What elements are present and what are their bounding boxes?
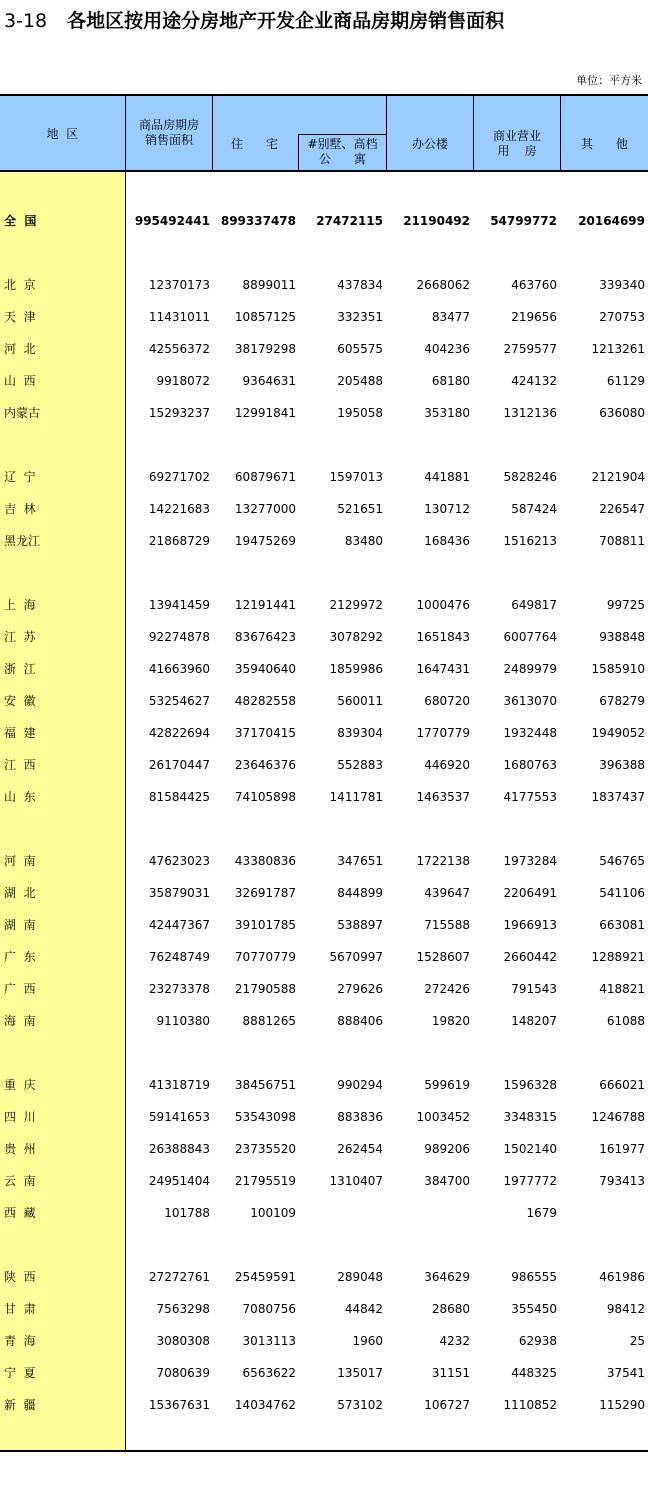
cell-other: 663081 xyxy=(599,918,645,932)
cell-total: 41318719 xyxy=(148,1078,210,1092)
header-office: 办公楼 xyxy=(411,137,448,151)
region-name: 河 南 xyxy=(4,854,36,868)
cell-residential: 8899011 xyxy=(242,278,296,292)
table-row xyxy=(0,1299,648,1319)
cell-other: 25 xyxy=(629,1334,645,1348)
table-row xyxy=(0,659,648,679)
cell-office: 2668062 xyxy=(416,278,470,292)
cell-office: 106727 xyxy=(424,1398,470,1412)
page-title xyxy=(4,6,504,33)
cell-villa: 1960 xyxy=(352,1334,383,1348)
cell-commercial: 1312136 xyxy=(503,406,557,420)
header-villa: #别墅、高档 公 寓 xyxy=(307,137,378,166)
cell-commercial: 1516213 xyxy=(503,534,557,548)
cell-office: 989206 xyxy=(424,1142,470,1156)
cell-residential: 83676423 xyxy=(234,630,296,644)
cell-commercial: 448325 xyxy=(511,1366,557,1380)
cell-other: 938848 xyxy=(599,630,645,644)
header-residential: 住 宅 xyxy=(231,137,278,151)
cell-total: 42447367 xyxy=(148,918,210,932)
cell-other: 1213261 xyxy=(591,342,645,356)
cell-other: 226547 xyxy=(599,502,645,516)
table-row xyxy=(0,1139,648,1159)
table-row xyxy=(0,979,648,999)
table-row xyxy=(0,275,648,295)
region-name: 湖 南 xyxy=(4,918,36,932)
region-name: 内蒙古 xyxy=(4,406,41,420)
cell-residential: 60879671 xyxy=(234,470,296,484)
cell-commercial: 2206491 xyxy=(503,886,557,900)
region-name: 湖 北 xyxy=(4,886,36,900)
cell-office: 68180 xyxy=(431,374,470,388)
cell-office: 4232 xyxy=(439,1334,470,1348)
cell-other: 20164699 xyxy=(578,214,645,228)
region-column-background xyxy=(0,172,125,1450)
cell-office: 1770779 xyxy=(416,726,470,740)
cell-villa: 573102 xyxy=(337,1398,383,1412)
table-title: 各地区按用途分房地产开发企业商品房期房销售面积 xyxy=(67,10,505,32)
cell-office: 168436 xyxy=(424,534,470,548)
cell-commercial: 62938 xyxy=(518,1334,557,1348)
cell-other: 2121904 xyxy=(591,470,645,484)
cell-residential: 899337478 xyxy=(220,214,296,228)
cell-total: 53254627 xyxy=(148,694,210,708)
cell-office: 31151 xyxy=(431,1366,470,1380)
region-name: 吉 林 xyxy=(4,502,36,516)
cell-residential: 23646376 xyxy=(234,758,296,772)
cell-total: 42822694 xyxy=(148,726,210,740)
cell-residential: 14034762 xyxy=(234,1398,296,1412)
header-commercial: 商业营业 用 房 xyxy=(492,129,541,158)
cell-total: 23273378 xyxy=(148,982,210,996)
cell-other: 541106 xyxy=(599,886,645,900)
cell-office: 1463537 xyxy=(416,790,470,804)
cell-residential: 23735520 xyxy=(234,1142,296,1156)
cell-total: 12370173 xyxy=(148,278,210,292)
cell-commercial: 3348315 xyxy=(503,1110,557,1124)
table-row xyxy=(0,307,648,327)
cell-other: 115290 xyxy=(599,1398,645,1412)
cell-other: 61129 xyxy=(606,374,645,388)
region-name: 山 西 xyxy=(4,374,36,388)
cell-villa: 44842 xyxy=(344,1302,383,1316)
header-region: 地 区 xyxy=(46,127,79,141)
table-row xyxy=(0,1011,648,1031)
table-row xyxy=(0,1107,648,1127)
region-name: 宁 夏 xyxy=(4,1366,36,1380)
cell-office: 1003452 xyxy=(416,1110,470,1124)
cell-villa: 560011 xyxy=(337,694,383,708)
cell-other: 1246788 xyxy=(591,1110,645,1124)
table-row xyxy=(0,531,648,551)
cell-other: 1585910 xyxy=(591,662,645,676)
cell-commercial: 986555 xyxy=(511,1270,557,1284)
cell-office: 272426 xyxy=(424,982,470,996)
cell-other: 793413 xyxy=(599,1174,645,1188)
table-row xyxy=(0,595,648,615)
table-row xyxy=(0,403,648,423)
header-other: 其 他 xyxy=(581,137,628,151)
cell-total: 35879031 xyxy=(148,886,210,900)
cell-commercial: 2660442 xyxy=(503,950,557,964)
cell-residential: 48282558 xyxy=(234,694,296,708)
table-row xyxy=(0,211,648,231)
cell-total: 15293237 xyxy=(148,406,210,420)
region-name: 四 川 xyxy=(4,1110,36,1124)
cell-residential: 12991841 xyxy=(234,406,296,420)
cell-other: 161977 xyxy=(599,1142,645,1156)
cell-residential: 21790588 xyxy=(234,982,296,996)
region-name: 天 津 xyxy=(4,310,36,324)
table-row xyxy=(0,915,648,935)
table-row xyxy=(0,883,648,903)
region-name: 山 东 xyxy=(4,790,36,804)
region-name: 陕 西 xyxy=(4,1270,36,1284)
cell-residential: 25459591 xyxy=(234,1270,296,1284)
region-name: 安 徽 xyxy=(4,694,36,708)
cell-commercial: 463760 xyxy=(511,278,557,292)
cell-other: 1288921 xyxy=(591,950,645,964)
cell-residential: 39101785 xyxy=(234,918,296,932)
cell-office: 384700 xyxy=(424,1174,470,1188)
cell-total: 14221683 xyxy=(148,502,210,516)
region-name: 全 国 xyxy=(4,214,37,228)
cell-other: 1837437 xyxy=(591,790,645,804)
cell-other: 98412 xyxy=(606,1302,645,1316)
region-column-divider xyxy=(125,172,126,1450)
region-name: 海 南 xyxy=(4,1014,36,1028)
cell-villa: 538897 xyxy=(337,918,383,932)
region-name: 福 建 xyxy=(4,726,36,740)
cell-residential: 10857125 xyxy=(234,310,296,324)
cell-residential: 12191441 xyxy=(234,598,296,612)
cell-other: 270753 xyxy=(599,310,645,324)
cell-commercial: 148207 xyxy=(511,1014,557,1028)
cell-villa: 262454 xyxy=(337,1142,383,1156)
cell-villa: 3078292 xyxy=(329,630,383,644)
cell-villa: 83480 xyxy=(344,534,383,548)
cell-villa: 195058 xyxy=(337,406,383,420)
cell-total: 24951404 xyxy=(148,1174,210,1188)
cell-other: 1949052 xyxy=(591,726,645,740)
region-name: 重 庆 xyxy=(4,1078,36,1092)
cell-office: 715588 xyxy=(424,918,470,932)
cell-other: 37541 xyxy=(606,1366,645,1380)
cell-villa: 888406 xyxy=(337,1014,383,1028)
region-name: 上 海 xyxy=(4,598,36,612)
cell-villa: 1859986 xyxy=(329,662,383,676)
cell-residential: 7080756 xyxy=(242,1302,296,1316)
cell-office: 130712 xyxy=(424,502,470,516)
cell-total: 41663960 xyxy=(148,662,210,676)
cell-other: 418821 xyxy=(599,982,645,996)
cell-residential: 8881265 xyxy=(242,1014,296,1028)
table-row xyxy=(0,723,648,743)
cell-office: 19820 xyxy=(431,1014,470,1028)
cell-other: 99725 xyxy=(606,598,645,612)
table-row xyxy=(0,691,648,711)
cell-office: 446920 xyxy=(424,758,470,772)
region-name: 浙 江 xyxy=(4,662,36,676)
cell-villa: 521651 xyxy=(337,502,383,516)
cell-office: 1528607 xyxy=(416,950,470,964)
cell-total: 47623023 xyxy=(148,854,210,868)
table-row xyxy=(0,1331,648,1351)
cell-total: 101788 xyxy=(164,1206,210,1220)
cell-residential: 32691787 xyxy=(234,886,296,900)
cell-residential: 38179298 xyxy=(234,342,296,356)
cell-total: 13941459 xyxy=(148,598,210,612)
table-row xyxy=(0,627,648,647)
region-name: 新 疆 xyxy=(4,1398,36,1412)
region-name: 黑龙江 xyxy=(4,534,41,548)
cell-office: 353180 xyxy=(424,406,470,420)
cell-commercial: 1973284 xyxy=(503,854,557,868)
cell-residential: 38456751 xyxy=(234,1078,296,1092)
cell-villa: 605575 xyxy=(337,342,383,356)
cell-residential: 3013113 xyxy=(242,1334,296,1348)
cell-residential: 74105898 xyxy=(234,790,296,804)
cell-commercial: 1110852 xyxy=(503,1398,557,1412)
table-row xyxy=(0,787,648,807)
cell-total: 76248749 xyxy=(148,950,210,964)
cell-total: 21868729 xyxy=(148,534,210,548)
cell-commercial: 6007764 xyxy=(503,630,557,644)
cell-total: 7563298 xyxy=(156,1302,210,1316)
cell-villa: 552883 xyxy=(337,758,383,772)
cell-commercial: 219656 xyxy=(511,310,557,324)
cell-commercial: 1932448 xyxy=(503,726,557,740)
cell-residential: 13277000 xyxy=(234,502,296,516)
cell-villa: 205488 xyxy=(337,374,383,388)
cell-other: 339340 xyxy=(599,278,645,292)
table-row xyxy=(0,339,648,359)
cell-commercial: 1679 xyxy=(526,1206,557,1220)
cell-commercial: 355450 xyxy=(511,1302,557,1316)
cell-residential: 100109 xyxy=(250,1206,296,1220)
cell-villa: 347651 xyxy=(337,854,383,868)
cell-commercial: 3613070 xyxy=(503,694,557,708)
cell-other: 61088 xyxy=(606,1014,645,1028)
cell-commercial: 2759577 xyxy=(503,342,557,356)
cell-villa: 5670997 xyxy=(329,950,383,964)
cell-office: 83477 xyxy=(431,310,470,324)
cell-office: 439647 xyxy=(424,886,470,900)
region-name: 贵 州 xyxy=(4,1142,36,1156)
cell-other: 666021 xyxy=(599,1078,645,1092)
cell-villa: 990294 xyxy=(337,1078,383,1092)
cell-residential: 35940640 xyxy=(234,662,296,676)
cell-villa: 279626 xyxy=(337,982,383,996)
cell-residential: 9364631 xyxy=(242,374,296,388)
cell-residential: 21795519 xyxy=(234,1174,296,1188)
table-row xyxy=(0,1363,648,1383)
cell-total: 3080308 xyxy=(156,1334,210,1348)
cell-office: 1722138 xyxy=(416,854,470,868)
cell-residential: 6563622 xyxy=(242,1366,296,1380)
table-row xyxy=(0,851,648,871)
region-name: 广 东 xyxy=(4,950,36,964)
cell-other: 636080 xyxy=(599,406,645,420)
cell-villa: 135017 xyxy=(337,1366,383,1380)
table-row xyxy=(0,499,648,519)
cell-office: 364629 xyxy=(424,1270,470,1284)
table-number: 3-18 xyxy=(4,10,48,32)
cell-residential: 70770779 xyxy=(234,950,296,964)
region-name: 江 苏 xyxy=(4,630,36,644)
cell-villa: 844899 xyxy=(337,886,383,900)
cell-total: 15367631 xyxy=(148,1398,210,1412)
cell-total: 42556372 xyxy=(148,342,210,356)
cell-villa: 1597013 xyxy=(329,470,383,484)
cell-commercial: 1966913 xyxy=(503,918,557,932)
region-name: 河 北 xyxy=(4,342,36,356)
cell-total: 27272761 xyxy=(148,1270,210,1284)
cell-total: 9918072 xyxy=(156,374,210,388)
cell-commercial: 1680763 xyxy=(503,758,557,772)
cell-residential: 19475269 xyxy=(234,534,296,548)
cell-office: 599619 xyxy=(424,1078,470,1092)
cell-total: 995492441 xyxy=(134,214,210,228)
cell-villa: 2129972 xyxy=(329,598,383,612)
unit-label: 单位：平方米 xyxy=(576,74,642,87)
cell-commercial: 4177553 xyxy=(503,790,557,804)
cell-villa: 27472115 xyxy=(316,214,383,228)
region-name: 辽 宁 xyxy=(4,470,36,484)
cell-office: 28680 xyxy=(431,1302,470,1316)
cell-commercial: 1502140 xyxy=(503,1142,557,1156)
cell-office: 441881 xyxy=(424,470,470,484)
cell-commercial: 1596328 xyxy=(503,1078,557,1092)
cell-villa: 839304 xyxy=(337,726,383,740)
cell-total: 69271702 xyxy=(148,470,210,484)
cell-villa: 1411781 xyxy=(329,790,383,804)
cell-total: 81584425 xyxy=(148,790,210,804)
cell-total: 59141653 xyxy=(148,1110,210,1124)
cell-total: 11431011 xyxy=(148,310,210,324)
cell-office: 21190492 xyxy=(403,214,470,228)
cell-commercial: 2489979 xyxy=(503,662,557,676)
region-name: 甘 肃 xyxy=(4,1302,36,1316)
table-row xyxy=(0,1171,648,1191)
cell-commercial: 649817 xyxy=(511,598,557,612)
cell-commercial: 1977772 xyxy=(503,1174,557,1188)
cell-other: 708811 xyxy=(599,534,645,548)
cell-office: 404236 xyxy=(424,342,470,356)
cell-total: 92274878 xyxy=(148,630,210,644)
cell-total: 26388843 xyxy=(148,1142,210,1156)
cell-other: 461986 xyxy=(599,1270,645,1284)
cell-commercial: 5828246 xyxy=(503,470,557,484)
cell-commercial: 587424 xyxy=(511,502,557,516)
cell-other: 396388 xyxy=(599,758,645,772)
table-row xyxy=(0,467,648,487)
table-row xyxy=(0,1203,648,1223)
table-bottom-rule xyxy=(0,1450,648,1452)
region-name: 北 京 xyxy=(4,278,36,292)
cell-office: 1647431 xyxy=(416,662,470,676)
cell-other: 678279 xyxy=(599,694,645,708)
region-name: 江 西 xyxy=(4,758,36,772)
table-row xyxy=(0,371,648,391)
cell-commercial: 54799772 xyxy=(490,214,557,228)
table-row xyxy=(0,947,648,967)
table-row xyxy=(0,755,648,775)
cell-villa: 883836 xyxy=(337,1110,383,1124)
cell-commercial: 424132 xyxy=(511,374,557,388)
cell-villa: 289048 xyxy=(337,1270,383,1284)
cell-other: 546765 xyxy=(599,854,645,868)
table-header xyxy=(0,94,648,172)
region-name: 广 西 xyxy=(4,982,36,996)
cell-office: 1000476 xyxy=(416,598,470,612)
cell-office: 680720 xyxy=(424,694,470,708)
cell-villa: 1310407 xyxy=(329,1174,383,1188)
region-name: 云 南 xyxy=(4,1174,36,1188)
table-row xyxy=(0,1267,648,1287)
cell-commercial: 791543 xyxy=(511,982,557,996)
cell-office: 1651843 xyxy=(416,630,470,644)
table-row xyxy=(0,1395,648,1415)
table-row xyxy=(0,1075,648,1095)
header-total: 商品房期房 销售面积 xyxy=(138,118,199,147)
region-name: 西 藏 xyxy=(4,1206,36,1220)
cell-residential: 53543098 xyxy=(234,1110,296,1124)
cell-residential: 43380836 xyxy=(234,854,296,868)
cell-total: 7080639 xyxy=(156,1366,210,1380)
cell-residential: 37170415 xyxy=(234,726,296,740)
cell-total: 26170447 xyxy=(148,758,210,772)
region-name: 青 海 xyxy=(4,1334,36,1348)
cell-villa: 332351 xyxy=(337,310,383,324)
cell-total: 9110380 xyxy=(156,1014,210,1028)
cell-villa: 437834 xyxy=(337,278,383,292)
